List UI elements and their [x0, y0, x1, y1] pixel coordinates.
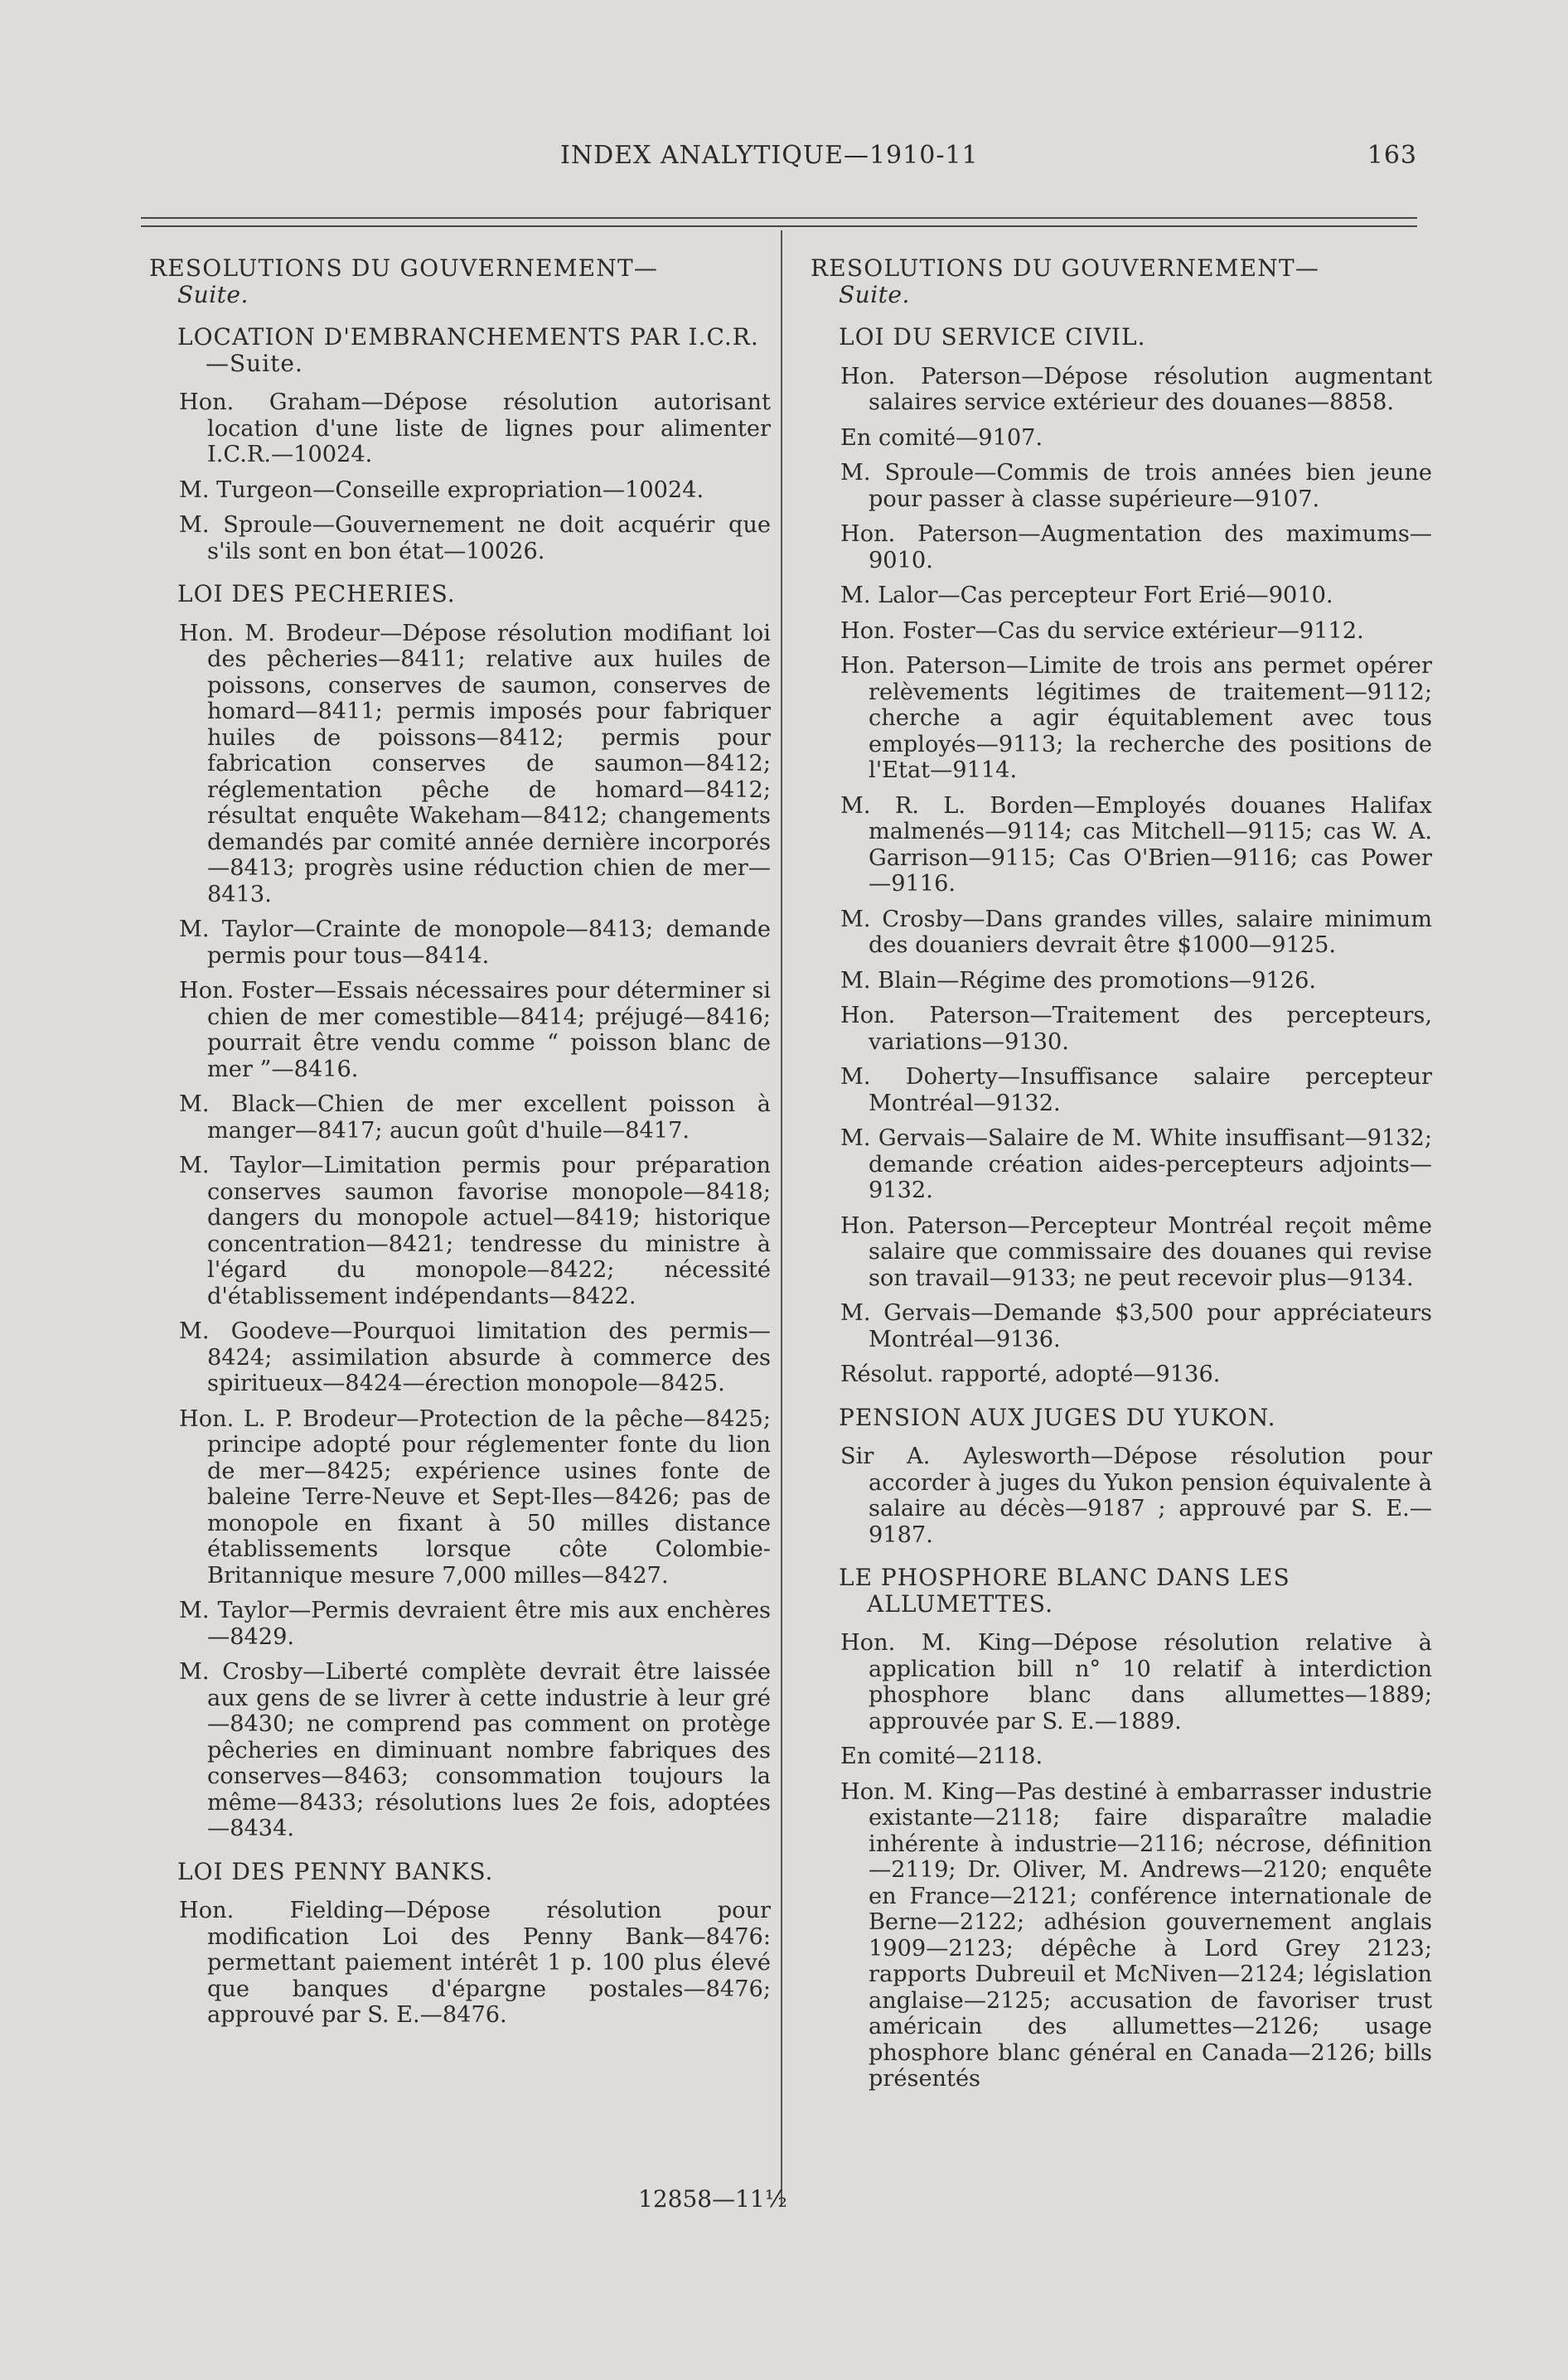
index-entry: M. Goodeve—Pourquoi limitation des permis—8424; assimilation absurde à commerce des spiritueux—8424—érection monopole—8425.: [179, 1318, 771, 1396]
section-heading: [149, 255, 771, 307]
index-entry: Hon. M. King—Dépose résolution relative à application bill n° 10 relatif à interdiction phosphore blanc dans allumettes—1889; approuvée par S. E.—1889.: [840, 1630, 1432, 1734]
subsection-title: LE PHOSPHORE BLANC DANS LES ALLUMETTES.: [839, 1564, 1290, 1618]
signature-folio: 12858—11½: [638, 2185, 787, 2213]
index-entry: M. Black—Chien de mer excellent poisson à manger—8417; aucun goût d'huile—8417.: [179, 1091, 771, 1144]
header-rule: [141, 217, 1417, 227]
right-column: [811, 255, 1432, 2102]
index-entry: M. Taylor—Crainte de monopole—8413; demande permis pour tous—8414.: [179, 917, 771, 969]
index-entry: Hon. Foster—Essais nécessaires pour déterminer si chien de mer comestible—8414; préjugé—8416; pourrait être vendu comme “ poisson blanc de mer ”—8416.: [179, 978, 771, 1082]
page-number: 163: [1367, 141, 1417, 170]
index-entry: M. Crosby—Liberté complète devrait être laissée aux gens de se livrer à cette industrie à leur gré—8430; ne comprend pas comment on protège pêcheries en diminuant nombre fabriques des conserves—8463; consommation toujours la même—8433; résolutions lues 2e fois, adoptées—8434.: [179, 1659, 771, 1841]
index-entry: M. Doherty—Insuffisance salaire percepteur Montréal—9132.: [840, 1064, 1432, 1116]
index-entry: En comité—9107.: [840, 424, 1043, 451]
column-divider: [781, 230, 782, 2207]
index-entry: M. Turgeon—Conseille expropriation—10024.: [179, 476, 704, 503]
subsection-title: LOCATION D'EMBRANCHEMENTS PAR I.C.R.—Suite.: [177, 323, 759, 377]
subsection-title: LOI DES PECHERIES.: [177, 580, 456, 607]
subsection-title: LOI DU SERVICE CIVIL.: [839, 323, 1146, 351]
index-entry: Hon. Graham—Dépose résolution autorisant location d'une liste de lignes pour alimenter I.C.R.—10024.: [179, 389, 771, 467]
left-column: [149, 255, 771, 2038]
index-entry: M. Taylor—Limitation permis pour préparation conserves saumon favorise monopole—8418; dangers du monopole actuel—8419; historique concentration—8421; tendresse du ministre à l'égard du monopole—8422; nécessité d'établissement indépendants—8422.: [179, 1153, 771, 1309]
index-entry: Hon. L. P. Brodeur—Protection de la pêche—8425; principe adopté pour réglementer fonte du lion de mer—8425; expérience usines fonte de baleine Terre-Neuve et Sept-Iles—8426; pas de monopole en fixant à 50 milles distance établissements lorsque côte Colombie-Britannique mesure 7,000 milles—8427.: [179, 1405, 771, 1589]
section-suite: Suite.: [177, 280, 249, 308]
section-heading-text: RESOLUTIONS DU GOUVERNEMENT—: [149, 254, 659, 282]
index-entry: Hon. Paterson—Limite de trois ans permet opérer relèvements légitimes de traitement—9112; cherche a agir équitablement avec tous employés—9113; la recherche des positions de l'Etat—9114.: [840, 653, 1432, 783]
section-heading: [811, 255, 1432, 307]
index-entry: M. Gervais—Salaire de M. White insuffisant—9132; demande création aides-percepteurs adjoints—9132.: [840, 1125, 1432, 1203]
index-entry: M. Blain—Régime des promotions—9126.: [840, 967, 1317, 994]
index-entry: Hon. Paterson—Augmentation des maximums—9010.: [840, 521, 1432, 573]
subsection-title: PENSION AUX JUGES DU YUKON.: [839, 1403, 1276, 1431]
index-entry: En comité—2118.: [840, 1744, 1043, 1769]
section-heading-text: RESOLUTIONS DU GOUVERNEMENT—: [811, 254, 1320, 282]
index-entry: Hon. Paterson—Percepteur Montréal reçoit même salaire que commissaire des douanes qui revise son travail—9133; ne peut recevoir plus—9134.: [840, 1212, 1432, 1291]
index-entry: M. Gervais—Demande $3,500 pour appréciateurs Montréal—9136.: [840, 1300, 1432, 1352]
index-entry: Hon. Paterson—Traitement des percepteurs, variations—9130.: [840, 1003, 1432, 1055]
index-entry: M. R. L. Borden—Employés douanes Halifax malmenés—9114; cas Mitchell—9115; cas W. A. Garrison—9115; Cas O'Brien—9116; cas Power—9116.: [840, 792, 1432, 897]
index-entry: Hon. M. Brodeur—Dépose résolution modifiant loi des pêcheries—8411; relative aux huiles de poissons, conserves de saumon, conserves de homard—8411; permis imposés pour fabriquer huiles de poissons—8412; permis pour fabrication conserves de saumon—8412; réglementation pêche de homard—8412; résultat enquête Wakeham—8412; changements demandés par comité année dernière incorporés—8413; progrès usine réduction chien de mer—8413.: [179, 620, 771, 907]
index-entry: M. Sproule—Commis de trois années bien jeune pour passer à classe supérieure—9107.: [840, 460, 1432, 512]
index-entry: M. Taylor—Permis devraient être mis aux enchères—8429.: [179, 1598, 771, 1650]
section-suite: Suite.: [839, 280, 910, 308]
index-entry: Hon. M. King—Pas destiné à embarrasser industrie existante—2118; faire disparaître maladie inhérente à industrie—2116; nécrose, définition—2119; Dr. Oliver, M. Andrews—2120; enquête en France—2121; conférence internationale de Berne—2122; adhésion gouvernement anglais 1909—2123; dépêche à Lord Grey 2123; rapports Dubreuil et McNiven—2124; législation anglaise—2125; accusation de favoriser trust américain des allumettes—2126; usage phosphore blanc général en Canada—2126; bills présentés: [840, 1778, 1432, 2092]
subsection-title: LOI DES PENNY BANKS.: [177, 1857, 494, 1885]
index-entry: M. Lalor—Cas percepteur Fort Erié—9010.: [840, 583, 1333, 608]
index-entry: Hon. Paterson—Dépose résolution augmentant salaires service extérieur des douanes—8858.: [840, 363, 1432, 415]
index-entry: Résolut. rapporté, adopté—9136.: [840, 1362, 1221, 1387]
index-entry: M. Sproule—Gouvernement ne doit acquérir que s'ils sont en bon état—10026.: [179, 512, 771, 564]
index-entry: Sir A. Aylesworth—Dépose résolution pour accorder à juges du Yukon pension équivalente à salaire au décès—9187 ; approuvé par S. E.—9187.: [840, 1444, 1432, 1548]
index-entry: Hon. Foster—Cas du service extérieur—9112.: [840, 617, 1364, 644]
index-entry: Hon. Fielding—Dépose résolution pour modification Loi des Penny Bank—8476: permettant paiement intérêt 1 p. 100 plus élevé que banques d'épargne postales—8476; approuvé par S. E.—8476.: [179, 1898, 771, 2028]
running-title: INDEX ANALYTIQUE—1910-11: [560, 141, 979, 170]
index-entry: M. Crosby—Dans grandes villes, salaire minimum des douaniers devrait être $1000—9125.: [840, 906, 1432, 958]
